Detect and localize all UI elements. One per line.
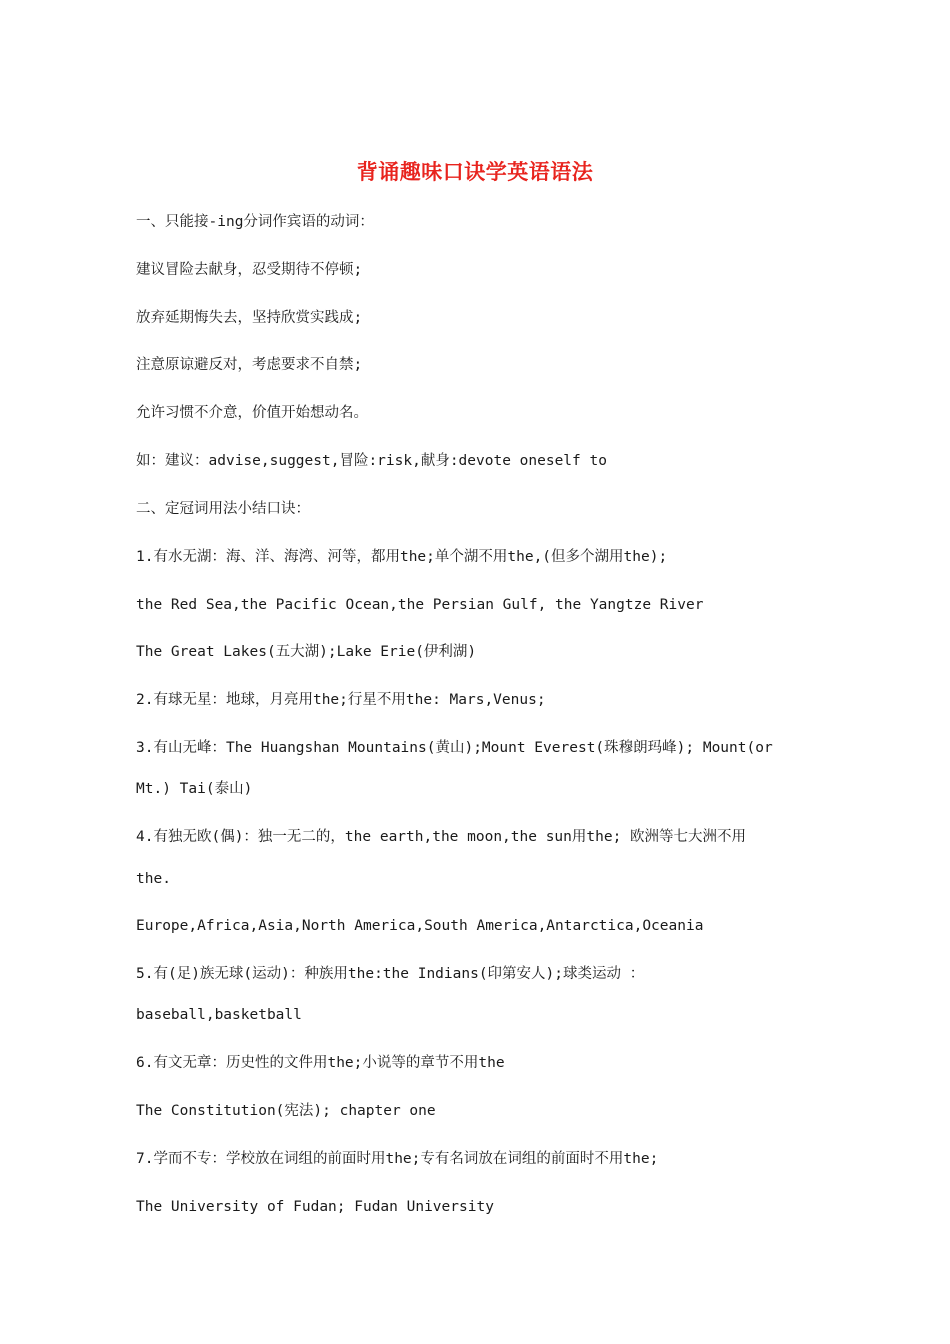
rule-5-continued: baseball,basketball — [136, 1007, 302, 1023]
section-heading-2: 二、定冠词用法小结口诀： — [136, 501, 310, 517]
rule-1-example-a: the Red Sea,the Pacific Ocean,the Persian Gulf, the Yangtze River — [136, 597, 704, 613]
example-line: 如：建议：advise,suggest,冒险:risk,献身:devote oneself to — [136, 453, 607, 469]
rule-4-example: Europe,Africa,Asia,North America,South America,Antarctica,Oceania — [136, 918, 704, 934]
rule-7-example: The University of Fudan; Fudan University — [136, 1199, 494, 1215]
rhyme-line-3: 注意原谅避反对，考虑要求不自禁; — [136, 357, 363, 373]
rule-4-continued: the. — [136, 871, 171, 887]
rule-3: 3.有山无峰：The Huangshan Mountains(黄山);Mount Everest(珠穆朗玛峰); Mount(or — [136, 740, 773, 756]
document-title: 背诵趣味口诀学英语语法 — [356, 159, 594, 184]
section-heading-1: 一、只能接-ing分词作宾语的动词： — [136, 214, 374, 230]
rule-6: 6.有文无章：历史性的文件用the;小说等的章节不用the — [136, 1055, 505, 1071]
rule-6-example: The Constitution(宪法); chapter one — [136, 1103, 436, 1119]
rule-2: 2.有球无星：地球，月亮用the;行星不用the: Mars,Venus; — [136, 692, 546, 708]
rule-3-continued: Mt.) Tai(泰山) — [136, 781, 253, 797]
rule-1: 1.有水无湖：海、洋、海湾、河等，都用the;单个湖不用the,(但多个湖用the); — [136, 549, 668, 565]
rule-1-example-b: The Great Lakes(五大湖);Lake Erie(伊利湖) — [136, 644, 477, 660]
rhyme-line-4: 允许习惯不介意，价值开始想动名。 — [136, 405, 368, 421]
rhyme-line-1: 建议冒险去献身，忍受期待不停顿; — [136, 262, 363, 278]
rule-4: 4.有独无欧(偶)：独一无二的，the earth,the moon,the sun用the; 欧洲等七大洲不用 — [136, 829, 747, 845]
rule-5: 5.有(足)族无球(运动)：种族用the:the Indians(印第安人);球类运动 ： — [136, 966, 645, 982]
rhyme-line-2: 放弃延期悔失去，坚持欣赏实践成; — [136, 310, 363, 326]
rule-7: 7.学而不专：学校放在词组的前面时用the;专有名词放在词组的前面时不用the; — [136, 1151, 659, 1167]
